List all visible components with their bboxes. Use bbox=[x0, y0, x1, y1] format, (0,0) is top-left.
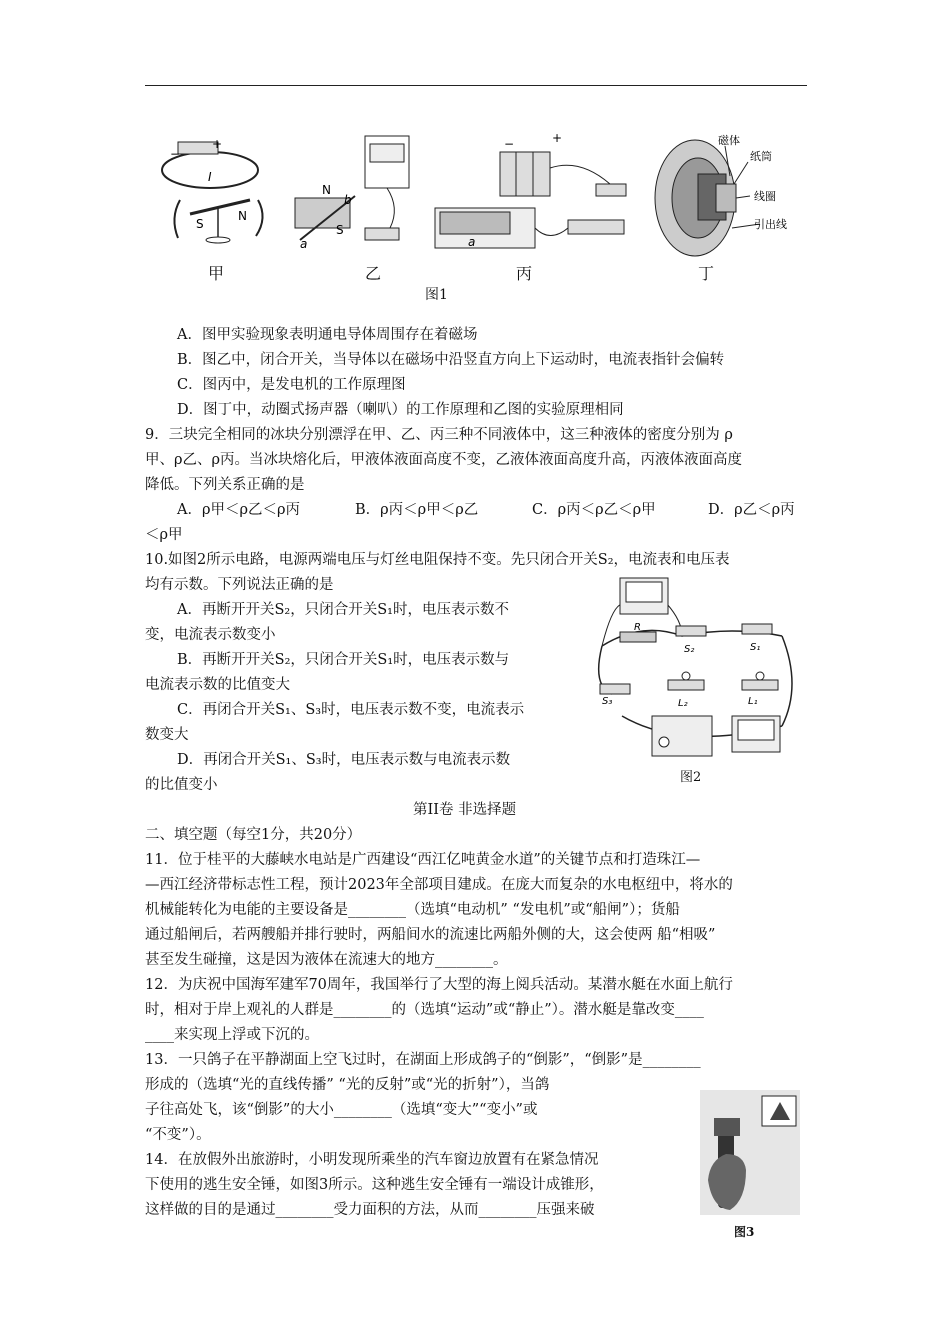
figure-2 bbox=[582, 576, 804, 786]
q10-option-a-1: A．再断开开关S₂，只闭合开关S₁时，电压表示数不 bbox=[177, 602, 509, 618]
figure-2-caption: 图2 bbox=[680, 770, 702, 785]
panel-ding-drawing bbox=[655, 133, 787, 256]
figure-3 bbox=[700, 1090, 800, 1240]
panel-label-bing: 丙 bbox=[516, 264, 533, 283]
q10-line-1: 10.如图2所示电路，电源两端电压与灯丝电阻保持不变。先只闭合开关S₂，电流表和电压表 bbox=[145, 552, 730, 568]
q10-option-b-1: B．再断开开关S₂，只闭合开关S₁时，电压表示数与 bbox=[177, 652, 510, 668]
q10-option-a-2: 变，电流表示数变小 bbox=[145, 627, 276, 643]
panel-label-jia: 甲 bbox=[208, 264, 225, 283]
label-ding-lead: 引出线 bbox=[754, 218, 787, 231]
label-yi-a: a bbox=[300, 237, 308, 251]
label-jia-n: N bbox=[238, 209, 247, 223]
label-ding-magnet: 磁体 bbox=[718, 134, 740, 147]
q9-option-d: D．ρ乙＜ρ丙 bbox=[708, 502, 795, 518]
panel-jia-drawing bbox=[162, 137, 263, 243]
q13-line-3: 子往高处飞，该“倒影”的大小________（选填“变大”“变小”或 bbox=[145, 1102, 538, 1118]
panel-bing-drawing bbox=[435, 131, 626, 249]
q11-line-2: —西江经济带标志性工程，预计2023年全部项目建成。在庞大而复杂的水电枢纽中，将水的 bbox=[145, 877, 733, 893]
circuit-diagram bbox=[582, 576, 804, 786]
figure-1-drawings bbox=[150, 128, 800, 278]
label-yi-b: b bbox=[344, 193, 352, 207]
q13-line-1: 13．一只鸽子在平静湖面上空飞过时，在湖面上形成鸽子的“倒影”，“倒影”是________ bbox=[145, 1052, 701, 1068]
q9-option-c: C．ρ丙＜ρ乙＜ρ甲 bbox=[532, 502, 656, 518]
section-2-heading: 二、填空题（每空1分，共20分） bbox=[145, 827, 362, 843]
q9-line-3: 降低。下列关系正确的是 bbox=[145, 477, 305, 493]
label-s2: S₂ bbox=[684, 644, 695, 655]
label-r: R bbox=[634, 622, 641, 633]
panel-label-ding: 丁 bbox=[698, 264, 715, 283]
section-title: 第II卷 非选择题 bbox=[413, 802, 517, 818]
svg-text:−: − bbox=[170, 147, 181, 161]
q11-line-5: 甚至发生碰撞，这是因为液体在流速大的地方________。 bbox=[145, 952, 508, 968]
q14-line-3: 这样做的目的是通过________受力面积的方法，从而________压强来破 bbox=[145, 1202, 595, 1218]
q11-line-4: 通过船闸后，若两艘船并排行驶时，两船间水的流速比两船外侧的大，这会使两 船“相吸” bbox=[145, 927, 716, 943]
q8-option-d: D．图丁中，动圈式扬声器（喇叭）的工作原理和乙图的实验原理相同 bbox=[177, 402, 624, 418]
q12-line-1: 12．为庆祝中国海军建军70周年，我国举行了大型的海上阅兵活动。某潜水艇在水面上航行 bbox=[145, 977, 733, 993]
label-bing-a: a bbox=[468, 235, 476, 249]
q13-line-2: 形成的（选填“光的直线传播” “光的反射”或“光的折射”），当鸽 bbox=[145, 1077, 550, 1093]
q10-option-b-2: 电流表示数的比值变大 bbox=[145, 677, 290, 693]
q9-option-a: A．ρ甲＜ρ乙＜ρ丙 bbox=[177, 502, 301, 518]
label-s3: S₃ bbox=[602, 696, 613, 707]
figure-1-caption: 图1 bbox=[425, 287, 448, 303]
q13-line-4: “不变”）。 bbox=[145, 1127, 211, 1143]
panel-label-yi: 乙 bbox=[365, 264, 382, 283]
q9-line-1: 9．三块完全相同的冰块分别漂浮在甲、乙、丙三种不同液体中，这三种液体的密度分别为 ρ bbox=[145, 427, 733, 443]
q11-line-1: 11．位于桂平的大藤峡水电站是广西建设“西江亿吨黄金水道”的关键节点和打造珠江— bbox=[145, 852, 701, 868]
label-l1: L₁ bbox=[748, 696, 758, 707]
panel-yi-drawing bbox=[295, 136, 409, 251]
q9-line-2: 甲、ρ乙、ρ丙。当冰块熔化后，甲液体液面高度不变，乙液体液面高度升高，丙液体液面高度 bbox=[145, 452, 743, 468]
q10-option-c-2: 数变大 bbox=[145, 727, 189, 743]
label-jia-s: S bbox=[196, 217, 204, 231]
safety-hammer-photo bbox=[700, 1090, 800, 1215]
q9-option-b: B．ρ丙＜ρ甲＜ρ乙 bbox=[355, 502, 479, 518]
q10-line-2: 均有示数。下列说法正确的是 bbox=[145, 577, 334, 593]
q10-option-d-2: 的比值变小 bbox=[145, 777, 218, 793]
q14-line-2: 下使用的逃生安全锤，如图3所示。这种逃生安全锤有一端设计成锥形， bbox=[145, 1177, 604, 1193]
label-s1: S₁ bbox=[750, 642, 761, 653]
label-ding-tube: 纸筒 bbox=[750, 150, 772, 163]
q9-option-d-cont: ＜ρ甲 bbox=[145, 527, 183, 543]
label-jia-i: I bbox=[208, 170, 212, 184]
figure-3-caption: 图3 bbox=[734, 1225, 755, 1239]
svg-text:−: − bbox=[504, 137, 515, 151]
q10-option-c-1: C．再闭合开关S₁、S₃时，电压表示数不变，电流表示 bbox=[177, 702, 525, 718]
figure-1 bbox=[150, 128, 800, 308]
header-rule bbox=[145, 85, 807, 86]
label-ding-coil: 线圈 bbox=[754, 190, 776, 203]
label-yi-s: S bbox=[336, 223, 344, 237]
q12-line-3: ____来实现上浮或下沉的。 bbox=[145, 1027, 319, 1043]
svg-text:+: + bbox=[552, 131, 563, 145]
q8-option-b: B．图乙中，闭合开关，当导体以在磁场中沿竖直方向上下运动时，电流表指针会偏转 bbox=[177, 352, 725, 368]
q14-line-1: 14．在放假外出旅游时，小明发现所乘坐的汽车窗边放置有在紧急情况 bbox=[145, 1152, 599, 1168]
label-yi-n: N bbox=[322, 183, 331, 197]
q11-line-3: 机械能转化为电能的主要设备是________（选填“电动机” “发电机”或“船闸”）；货船 bbox=[145, 902, 680, 918]
label-l2: L₂ bbox=[678, 698, 688, 709]
q12-line-2: 时，相对于岸上观礼的人群是________的（选填“运动”或“静止”）。潜水艇是靠改变____ bbox=[145, 1002, 704, 1018]
q10-option-d-1: D．再闭合开关S₁、S₃时，电压表示数与电流表示数 bbox=[177, 752, 511, 768]
q8-option-a: A．图甲实验现象表明通电导体周围存在着磁场 bbox=[177, 327, 478, 343]
q8-option-c: C．图丙中，是发电机的工作原理图 bbox=[177, 377, 406, 393]
svg-text:+: + bbox=[212, 137, 223, 151]
